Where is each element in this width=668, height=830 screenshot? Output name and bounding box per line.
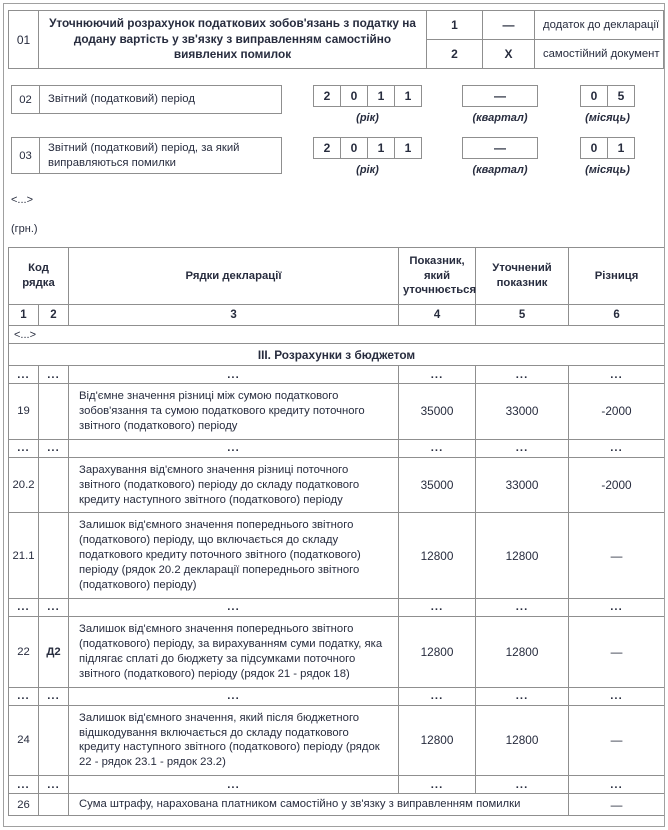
- calculation-table: [8, 247, 665, 816]
- year-digit: 1: [394, 137, 422, 159]
- row-code: 20.2: [9, 457, 39, 513]
- month-digit: 1: [607, 137, 635, 159]
- row-description: Залишок від'ємного значення попереднього звітного (податкового) періоду, за вирахуванням суми податку, яка підлягає сплаті до бюджету за підсумками поточного звітного (податкового) періоду (рядок 21 - рядок 18): [69, 616, 399, 687]
- row02-month-group: [580, 85, 635, 124]
- row02-quarter-group: [462, 85, 538, 124]
- row-clarified-value: 12800: [476, 616, 569, 687]
- quarter-label: (квартал): [472, 112, 528, 124]
- col-number: 2: [39, 305, 69, 326]
- row02-period: [11, 85, 660, 124]
- row01-option2-label: самостійний документ: [535, 40, 664, 69]
- row-description: Від'ємне значення різниці між сумою податкового зобов'язання та сумою податкового кредиту поточного звітного (податкового) періоду: [69, 384, 399, 440]
- row-clarified-value: 33000: [476, 384, 569, 440]
- row01-title: Уточнюючий розрахунок податкових зобов'язань з податку на додану вартість у зв'язку з виправленням самостійно виявлених помилок: [39, 11, 427, 69]
- row-clarified-value: 12800: [476, 705, 569, 776]
- table-header-row: [9, 248, 665, 305]
- month-digit: 0: [580, 137, 608, 159]
- row03-title: Звітний (податковий) період, за який виправляються помилки: [40, 138, 282, 174]
- row03-month-cells: [580, 137, 635, 159]
- row02-year-cells: [313, 85, 422, 107]
- row01-option2-number: 2: [427, 40, 483, 69]
- row-difference-value: -2000: [569, 384, 665, 440]
- header-indicator: Показник, який уточнюється: [399, 248, 476, 305]
- section-title: III. Розрахунки з бюджетом: [9, 344, 665, 366]
- row-appendix: [39, 384, 69, 440]
- row-difference-value: —: [569, 705, 665, 776]
- year-digit: 2: [313, 137, 341, 159]
- section-header-row: [9, 344, 665, 366]
- row-difference-value: —: [569, 616, 665, 687]
- row01-option1-mark: —: [483, 11, 535, 40]
- row-difference-value: -2000: [569, 457, 665, 513]
- row-clarified-value: 33000: [476, 457, 569, 513]
- row-code: 21.1: [9, 513, 39, 599]
- month-digit: 0: [580, 85, 608, 107]
- row-code: 26: [9, 794, 39, 816]
- row-code: 24: [9, 705, 39, 776]
- row-appendix: [39, 513, 69, 599]
- col-number: 4: [399, 305, 476, 326]
- year-digit: 0: [340, 85, 368, 107]
- month-label: (місяць): [585, 164, 630, 176]
- row-indicator-value: 12800: [399, 705, 476, 776]
- year-digit: 1: [394, 85, 422, 107]
- quarter-value: —: [462, 85, 538, 107]
- row01-table: [8, 10, 664, 69]
- row02-box: [11, 85, 282, 114]
- month-digit: 5: [607, 85, 635, 107]
- row-description: Зарахування від'ємного значення різниці поточного звітного (податкового) періоду до складу податкового кредиту наступного звітного (податкового) періоду: [69, 457, 399, 513]
- dots-row: ... ... ... ... ... ...: [9, 598, 665, 616]
- row-indicator-value: 12800: [399, 513, 476, 599]
- quarter-label: (квартал): [472, 164, 528, 176]
- row-appendix: [39, 794, 69, 816]
- row-appendix: [39, 705, 69, 776]
- row03-year-cells: [313, 137, 422, 159]
- dots-row: ... ... ... ... ... ...: [9, 776, 665, 794]
- row-difference-value: —: [569, 794, 665, 816]
- ellipsis-note: <...>: [11, 194, 34, 206]
- year-digit: 0: [340, 137, 368, 159]
- row-indicator-value: 35000: [399, 384, 476, 440]
- row-description: Залишок від'ємного значення, який після бюджетного відшкодування включається до складу податкового кредиту наступного звітного (податкового) періоду (рядок 22 - рядок 23.1 - рядок 23.2): [69, 705, 399, 776]
- col-number: 3: [69, 305, 399, 326]
- table-row-26: [9, 794, 665, 816]
- row-clarified-value: 12800: [476, 513, 569, 599]
- table-row-20-2: [9, 457, 665, 513]
- month-label: (місяць): [585, 112, 630, 124]
- document-frame: [3, 3, 665, 827]
- year-digit: 1: [367, 85, 395, 107]
- year-digit: 1: [367, 137, 395, 159]
- header-difference: Різниця: [569, 248, 665, 305]
- row02-year-group: [313, 85, 422, 124]
- col-number: 6: [569, 305, 665, 326]
- row01-option-row: [9, 11, 664, 40]
- row03-period: [11, 137, 660, 176]
- currency-note: (грн.): [11, 223, 38, 235]
- col-number: 1: [9, 305, 39, 326]
- dots-row: ... ... ... ... ... ...: [9, 366, 665, 384]
- year-digit: 2: [313, 85, 341, 107]
- table-row-24: [9, 705, 665, 776]
- column-numbers-row: [9, 305, 665, 326]
- header-rows: Рядки декларації: [69, 248, 399, 305]
- row-indicator-value: 35000: [399, 457, 476, 513]
- row-code: 19: [9, 384, 39, 440]
- year-label: (рік): [356, 164, 379, 176]
- row-difference-value: —: [569, 513, 665, 599]
- row02-title: Звітний (податковий) період: [40, 86, 282, 114]
- col-number: 5: [476, 305, 569, 326]
- row-code: 22: [9, 616, 39, 687]
- row01-option1-number: 1: [427, 11, 483, 40]
- row03-box: [11, 137, 282, 174]
- ellipsis-cell: <...>: [9, 326, 665, 344]
- dots-row: ... ... ... ... ... ...: [9, 687, 665, 705]
- table-row-21-1: [9, 513, 665, 599]
- header-clarified: Уточнений показник: [476, 248, 569, 305]
- header-code: Код рядка: [9, 248, 69, 305]
- row03-year-group: [313, 137, 422, 176]
- dots-row: ... ... ... ... ... ...: [9, 439, 665, 457]
- row-appendix: Д2: [39, 616, 69, 687]
- row-indicator-value: 12800: [399, 616, 476, 687]
- row-appendix: [39, 457, 69, 513]
- row-description: Залишок від'ємного значення попереднього звітного (податкового) періоду, що включається до складу податкового кредиту поточного звітного (податкового) періоду (рядок 20.2 декларації попереднього звітного (податкового) періоду): [69, 513, 399, 599]
- row03-month-group: [580, 137, 635, 176]
- table-row-19: [9, 384, 665, 440]
- quarter-value: —: [462, 137, 538, 159]
- row02-month-cells: [580, 85, 635, 107]
- row01-option1-label: додаток до декларації: [535, 11, 664, 40]
- row01-code: 01: [9, 11, 39, 69]
- row01-option2-mark: X: [483, 40, 535, 69]
- row-description: Сума штрафу, нарахована платником самостійно у зв'язку з виправленням помилки: [69, 794, 569, 816]
- row02-code: 02: [12, 86, 40, 114]
- ellipsis-row: [9, 326, 665, 344]
- row03-quarter-group: [462, 137, 538, 176]
- row03-code: 03: [12, 138, 40, 174]
- year-label: (рік): [356, 112, 379, 124]
- table-row-22: [9, 616, 665, 687]
